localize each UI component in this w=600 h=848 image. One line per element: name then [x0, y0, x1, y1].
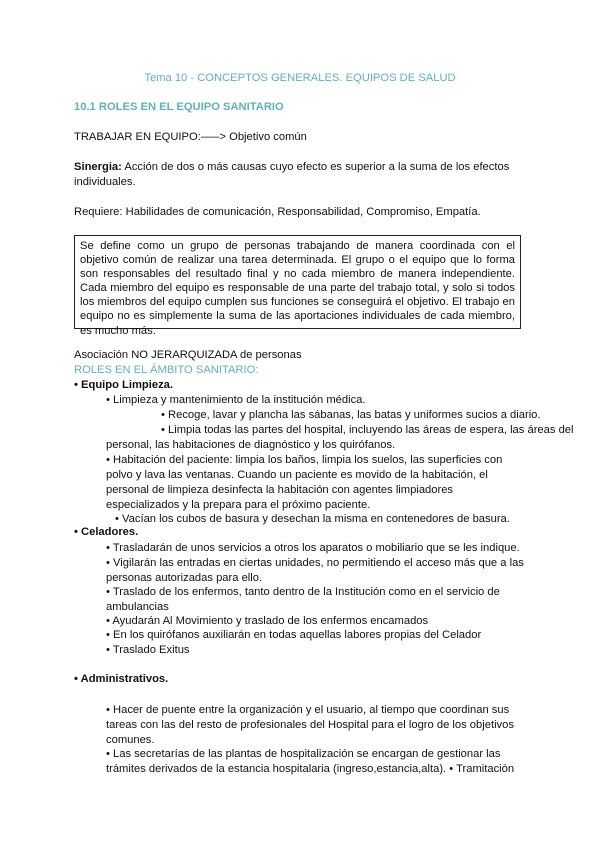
- sinergia-line-2: individuales.: [74, 176, 136, 188]
- limpieza-item: • Recoge, lavar y plancha las sábanas, las batas y uniformes sucios a diario.: [161, 409, 541, 421]
- celadores-item: ambulancias: [106, 601, 169, 613]
- document-title: Tema 10 - CONCEPTOS GENERALES. EQUIPOS DE SALUD: [144, 72, 456, 84]
- limpieza-item: • Habitación del paciente: limpia los baños, limpia los suelos, las superficies con: [106, 454, 503, 466]
- limpieza-item: polvo y lava las ventanas. Cuando un paciente es movido de la habitación, el: [106, 469, 488, 481]
- celadores-heading: • Celadores.: [74, 526, 139, 538]
- celadores-item: • En los quirófanos auxiliarán en todas aquellas labores propias del Celador: [106, 629, 482, 641]
- sinergia-line-1: [74, 161, 509, 173]
- administrativos-item: • Hacer de puente entre la organización y el usuario, al tiempo que coordinan sus: [106, 704, 510, 716]
- administrativos-heading: • Administrativos.: [74, 673, 169, 685]
- celadores-item: • Traslado Exitus: [106, 644, 190, 656]
- sinergia-definition: Acción de dos o más causas cuyo efecto es superior a la suma de los efectos: [121, 161, 510, 173]
- celadores-item: personas autorizadas para ello.: [106, 572, 263, 584]
- section-heading: 10.1 ROLES EN EL EQUIPO SANITARIO: [74, 101, 284, 113]
- celadores-item: • Traslado de los enfermos, tanto dentro de la Institución como en el servicio de: [106, 586, 500, 598]
- limpieza-item: • Vacían los cubos de basura y desechan la misma en contenedores de basura.: [115, 513, 510, 525]
- trabajar-line: TRABAJAR EN EQUIPO:–––> Objetivo común: [74, 131, 307, 143]
- celadores-item: • Trasladarán de unos servicios a otros los aparatos o mobiliario que se les indique.: [106, 542, 520, 554]
- asociacion-line: Asociación NO JERARQUIZADA de personas: [74, 349, 302, 361]
- limpieza-item: especializados y la prepara para el próximo paciente.: [106, 499, 371, 511]
- celadores-item: • Vigilarán las entradas en ciertas unidades, no permitiendo el acceso más que a las: [106, 557, 524, 569]
- limpieza-item: • Limpieza y mantenimiento de la institución médica.: [106, 394, 366, 406]
- administrativos-item: tareas con las del resto de profesionales del Hospital para el logro de los objetivos: [106, 719, 514, 731]
- requiere-line: Requiere: Habilidades de comunicación, Responsabilidad, Compromiso, Empatía.: [74, 206, 481, 218]
- limpieza-item: personal, las habitaciones de diagnóstico y los quirófanos.: [106, 439, 396, 451]
- celadores-item: • Ayudarán Al Movimiento y traslado de los enfermos encamados: [106, 615, 429, 627]
- sinergia-term: Sinergia:: [74, 161, 122, 173]
- administrativos-item: trámites derivados de la estancia hospitalaria (ingreso,estancia,alta). • Tramitación: [106, 763, 515, 775]
- roles-heading: ROLES EN EL ÁMBITO SANITARIO:: [74, 364, 259, 376]
- limpieza-heading: • Equipo Limpieza.: [74, 379, 174, 391]
- definition-box: Se define como un grupo de personas trabajando de manera coordinada con el objetivo común de realizar una tarea determinada. El grupo o el equipo que lo forma son responsables del resultado final y no cada miembro de manera independiente. Cada miembro del equipo es responsable de una parte del trabajo total, y solo si todos los miembros del equipo cumplen sus funciones se conseguirá el objetivo. El trabajo en equipo no es simplemente la suma de las aportaciones individuales de cada miembro, es mucho más.: [74, 235, 521, 329]
- limpieza-item: • Limpia todas las partes del hospital, incluyendo las áreas de espera, las áreas del: [161, 424, 574, 436]
- administrativos-item: • Las secretarías de las plantas de hospitalización se encargan de gestionar las: [106, 748, 501, 760]
- administrativos-item: comunes.: [106, 734, 155, 746]
- limpieza-item: personal de limpieza desinfecta la habitación con agentes limpiadores: [106, 484, 454, 496]
